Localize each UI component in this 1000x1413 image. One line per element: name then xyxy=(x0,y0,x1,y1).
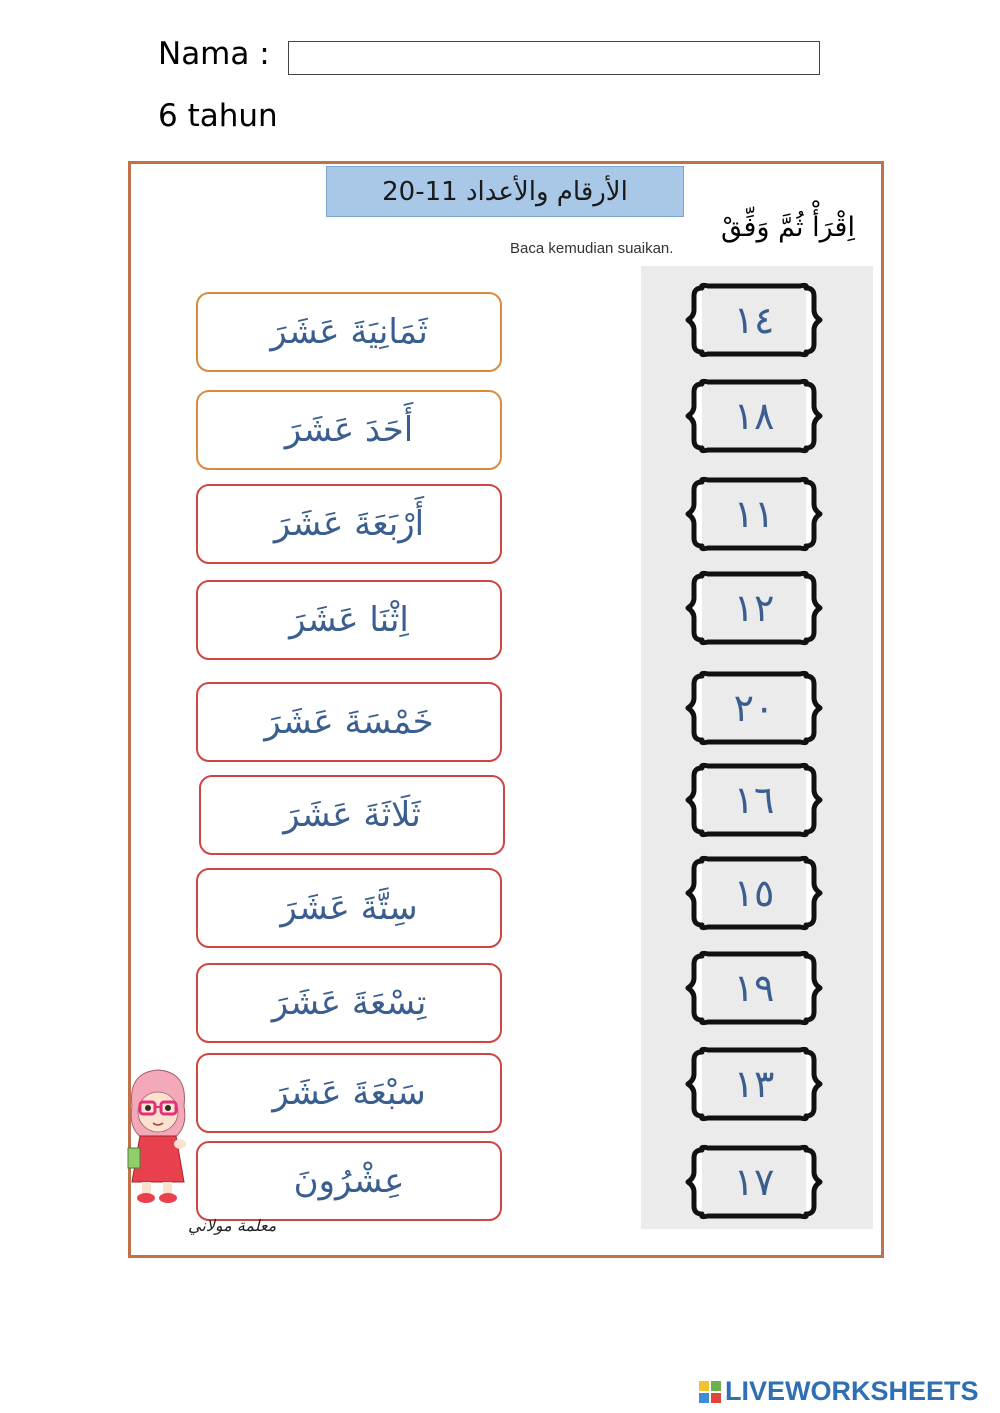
word-text: عِشْرُونَ xyxy=(293,1161,405,1201)
number-text: ٢٠ xyxy=(733,686,775,730)
name-input-box[interactable] xyxy=(288,41,820,75)
word-box[interactable] xyxy=(196,580,502,660)
number-text: ١٤ xyxy=(733,298,775,342)
instruction-arabic: اِقْرَأْ ثُمَّ وَفِّقْ xyxy=(721,212,855,243)
number-card[interactable] xyxy=(672,948,836,1028)
age-label: 6 tahun xyxy=(158,98,278,134)
teacher-signature: معلمة مولاني xyxy=(188,1216,277,1235)
word-box[interactable] xyxy=(196,1141,502,1221)
number-card[interactable] xyxy=(672,280,836,360)
number-card[interactable] xyxy=(672,1044,836,1124)
word-box[interactable] xyxy=(196,292,502,372)
worksheet-title: الأرقام والأعداد 11-20 xyxy=(326,166,684,217)
word-box[interactable] xyxy=(196,390,502,470)
number-text: ١١ xyxy=(733,492,775,536)
number-text: ١٣ xyxy=(733,1062,775,1106)
word-box[interactable] xyxy=(196,868,502,948)
number-card[interactable] xyxy=(672,376,836,456)
word-box[interactable] xyxy=(196,963,502,1043)
word-text: سَبْعَةَ عَشَرَ xyxy=(272,1073,426,1113)
girl-illustration-icon xyxy=(118,1066,198,1206)
number-text: ١٩ xyxy=(733,966,775,1010)
word-text: أَرْبَعَةَ عَشَرَ xyxy=(273,504,425,544)
number-card[interactable] xyxy=(672,1142,836,1222)
number-card[interactable] xyxy=(672,853,836,933)
word-box[interactable] xyxy=(199,775,505,855)
word-text: اِثْنَا عَشَرَ xyxy=(289,600,409,640)
name-label: Nama : xyxy=(158,36,270,72)
word-text: ثَمَانِيَةَ عَشَرَ xyxy=(270,312,428,352)
brand-text: LIVEWORKSHEETS xyxy=(725,1376,979,1406)
word-text: أَحَدَ عَشَرَ xyxy=(284,410,414,450)
number-card[interactable] xyxy=(672,474,836,554)
liveworksheets-logo-icon xyxy=(698,1380,722,1404)
word-box[interactable] xyxy=(196,484,502,564)
instruction-malay: Baca kemudian suaikan. xyxy=(510,240,674,257)
number-text: ١٢ xyxy=(733,586,775,630)
number-text: ١٧ xyxy=(733,1160,775,1204)
word-box[interactable] xyxy=(196,682,502,762)
number-text: ١٥ xyxy=(733,871,775,915)
word-text: ثَلَاثَةَ عَشَرَ xyxy=(283,795,421,835)
word-box[interactable] xyxy=(196,1053,502,1133)
number-text: ١٨ xyxy=(733,394,775,438)
word-text: سِتَّةَ عَشَرَ xyxy=(280,888,418,928)
number-text: ١٦ xyxy=(733,778,775,822)
number-card[interactable] xyxy=(672,760,836,840)
number-card[interactable] xyxy=(672,568,836,648)
word-text: تِسْعَةَ عَشَرَ xyxy=(271,983,427,1023)
number-card[interactable] xyxy=(672,668,836,748)
word-text: خَمْسَةَ عَشَرَ xyxy=(264,702,434,742)
liveworksheets-brand[interactable] xyxy=(698,1376,979,1407)
